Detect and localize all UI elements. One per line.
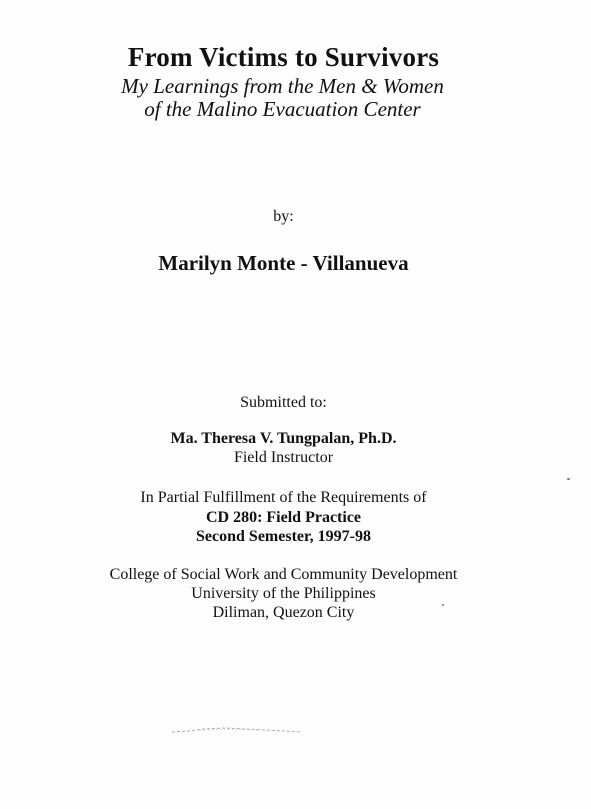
university-name: University of the Philippines — [191, 585, 376, 602]
submitted-to-label: Submitted to: — [240, 394, 327, 411]
scan-speck — [442, 604, 444, 606]
document-subtitle-line1: My Learnings from the Men & Women — [121, 74, 444, 98]
course-name: CD 280: Field Practice — [205, 509, 362, 526]
document-title: From Victims to Survivors — [127, 42, 440, 72]
author-name: Marilyn Monte - Villanueva — [158, 251, 409, 275]
semester: Second Semester, 1997-98 — [196, 528, 371, 545]
scan-smudge — [170, 726, 305, 734]
instructor-role: Field Instructor — [233, 449, 334, 466]
fulfillment-statement: In Partial Fulfillment of the Requirements of — [140, 489, 427, 506]
by-label: by: — [273, 208, 294, 225]
college-name: College of Social Work and Community Development — [109, 566, 458, 583]
location: Diliman, Quezon City — [212, 604, 355, 621]
instructor-name: Ma. Theresa V. Tungpalan, Ph.D. — [170, 430, 397, 447]
document-subtitle-line2: of the Malino Evacuation Center — [144, 97, 421, 121]
scan-speck — [567, 478, 570, 480]
